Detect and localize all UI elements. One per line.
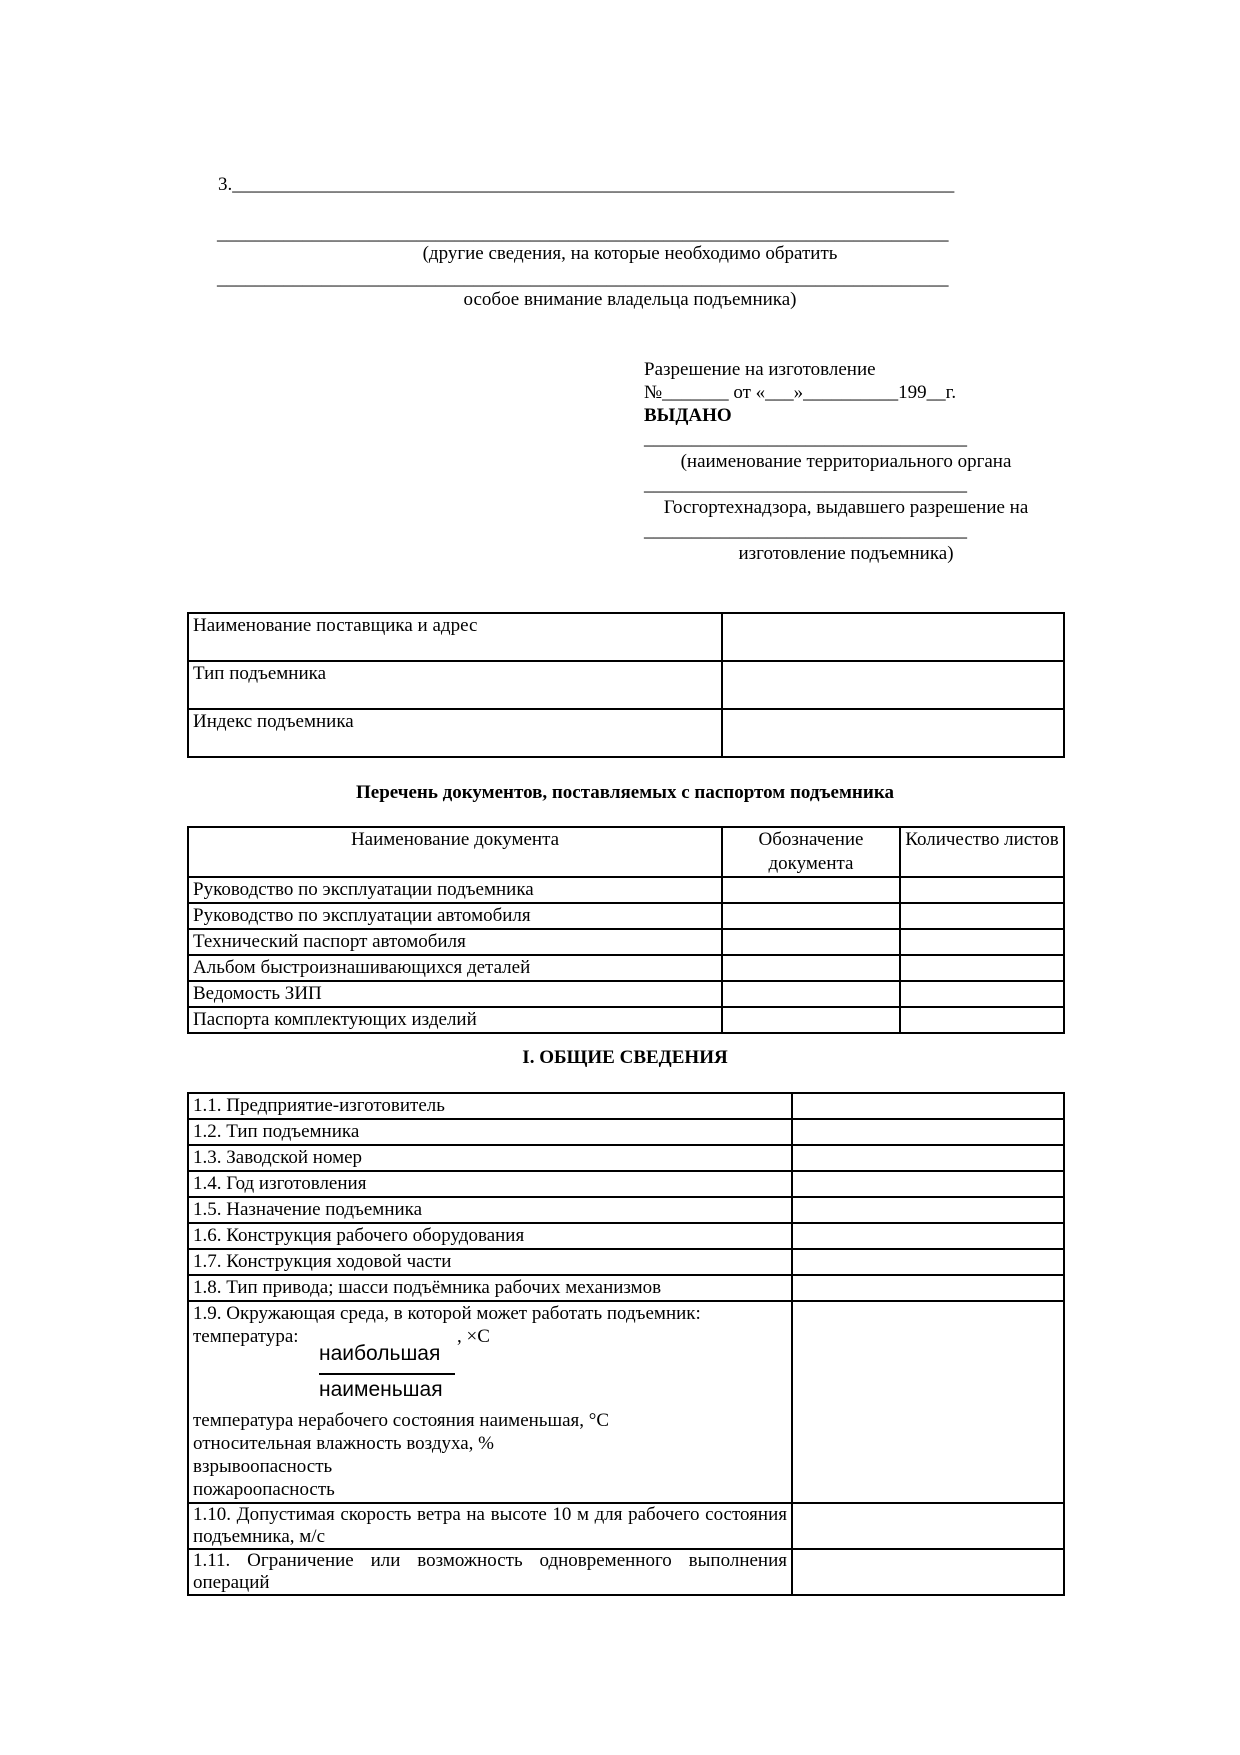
lift-index-value[interactable] xyxy=(722,709,1064,757)
document-name: Технический паспорт автомобиля xyxy=(188,929,722,955)
table-row xyxy=(188,1093,1064,1119)
field-label: 1.8. Тип привода; шасси подъёмника рабочих механизмов xyxy=(188,1275,792,1301)
temperature-label: температура: xyxy=(193,1326,299,1347)
field-value[interactable] xyxy=(792,1197,1064,1223)
table-row xyxy=(188,1249,1064,1275)
humidity-label: относительная влажность воздуха, % xyxy=(193,1433,495,1454)
field-label: 1.3. Заводской номер xyxy=(188,1145,792,1171)
fire-hazard-label: пожароопасность xyxy=(193,1479,335,1500)
table-row xyxy=(188,661,1064,709)
table-header-row xyxy=(188,827,1064,877)
permit-title: Разрешение на изготовление xyxy=(644,359,876,380)
table-row xyxy=(188,929,1064,955)
permit-note: (наименование территориального органа xyxy=(680,451,1012,472)
documents-table xyxy=(187,826,1065,1034)
permit-note: изготовление подъемника) xyxy=(738,543,954,564)
document-name: Руководство по эксплуатации автомобиля xyxy=(188,903,722,929)
table-row xyxy=(188,903,1064,929)
table-row xyxy=(188,1171,1064,1197)
table-row xyxy=(188,1197,1064,1223)
table-row xyxy=(188,1007,1064,1033)
document-name: Паспорта комплектующих изделий xyxy=(188,1007,722,1033)
table-row xyxy=(188,1145,1064,1171)
table-row xyxy=(188,1275,1064,1301)
document-code-cell[interactable] xyxy=(722,955,900,981)
table-row xyxy=(188,955,1064,981)
document-name: Ведомость ЗИП xyxy=(188,981,722,1007)
explosion-hazard-label: взрывоопасность xyxy=(193,1456,333,1477)
fraction-line xyxy=(319,1373,455,1375)
field-value[interactable] xyxy=(792,1503,1064,1549)
field-value[interactable] xyxy=(792,1093,1064,1119)
environment-title: 1.9. Окружающая среда, в которой может работать подъемник: xyxy=(193,1303,701,1324)
column-header: Обозначение документа xyxy=(722,827,900,877)
note-line: (другие сведения, на которые необходимо обратить xyxy=(422,243,838,264)
fraction-denominator: наименьшая xyxy=(319,1378,443,1401)
permit-number-line: №_______ от «___»__________199__г. xyxy=(644,382,957,403)
temperature-unit: , ×C xyxy=(457,1326,490,1347)
document-code-cell[interactable] xyxy=(722,1007,900,1033)
table-row xyxy=(188,1119,1064,1145)
document-sheets-cell[interactable] xyxy=(900,1007,1064,1033)
table-row xyxy=(188,981,1064,1007)
field-label: 1.4. Год изготовления xyxy=(188,1171,792,1197)
field-label: 1.11. Ограничение или возможность одновременного выполнения операций xyxy=(188,1549,792,1595)
column-header: Количество листов xyxy=(900,827,1064,877)
document-code-cell[interactable] xyxy=(722,903,900,929)
idle-temperature-label: температура нерабочего состояния наименьшая, °С xyxy=(193,1410,610,1431)
document-name: Руководство по эксплуатации подъемника xyxy=(188,877,722,903)
field-value[interactable] xyxy=(792,1249,1064,1275)
document-sheets-cell[interactable] xyxy=(900,877,1064,903)
fraction-numerator: наибольшая xyxy=(319,1342,441,1365)
field-label: 1.5. Назначение подъемника xyxy=(188,1197,792,1223)
blank-line: __________________________________ xyxy=(644,428,967,449)
document-sheets-cell[interactable] xyxy=(900,955,1064,981)
blank-line: __________________________________ xyxy=(644,520,967,541)
field-value[interactable] xyxy=(792,1549,1064,1595)
table-row xyxy=(188,877,1064,903)
table-row xyxy=(188,1223,1064,1249)
supplier-table xyxy=(187,612,1065,758)
field-label: 1.6. Конструкция рабочего оборудования xyxy=(188,1223,792,1249)
note-line: особое внимание владельца подъемника) xyxy=(463,289,797,310)
blank-line: _____________________________________________________________________________ xyxy=(217,268,949,289)
table-row xyxy=(188,1301,1064,1503)
field-label: 1.1. Предприятие-изготовитель xyxy=(188,1093,792,1119)
table-row xyxy=(188,709,1064,757)
document-sheets-cell[interactable] xyxy=(900,903,1064,929)
document-sheets-cell[interactable] xyxy=(900,981,1064,1007)
table-row xyxy=(188,1503,1064,1549)
supplier-name-value[interactable] xyxy=(722,613,1064,661)
document-name: Альбом быстроизнашивающихся деталей xyxy=(188,955,722,981)
blank-line: __________________________________ xyxy=(644,474,967,495)
document-code-cell[interactable] xyxy=(722,929,900,955)
field-label: 1.2. Тип подъемника xyxy=(188,1119,792,1145)
permit-note: Госгортехнадзора, выдавшего разрешение на xyxy=(663,497,1029,518)
lift-type-label: Тип подъемника xyxy=(188,661,722,709)
general-info-table xyxy=(187,1092,1065,1596)
section-title: I. ОБЩИЕ СВЕДЕНИЯ xyxy=(522,1047,728,1068)
table-row xyxy=(188,1549,1064,1595)
permit-issued-label: ВЫДАНО xyxy=(644,405,732,426)
field-value[interactable] xyxy=(792,1145,1064,1171)
table-row xyxy=(188,613,1064,661)
lift-index-label: Индекс подъемника xyxy=(188,709,722,757)
document-sheets-cell[interactable] xyxy=(900,929,1064,955)
field-label: 1.10. Допустимая скорость ветра на высоте 10 м для рабочего состояния подъемника, м/с xyxy=(188,1503,792,1549)
blank-line: _____________________________________________________________________________ xyxy=(217,223,949,244)
item-3-line: 3.____________________________________________________________________________ xyxy=(218,174,955,195)
document-code-cell[interactable] xyxy=(722,877,900,903)
field-value[interactable] xyxy=(792,1171,1064,1197)
column-header: Наименование документа xyxy=(188,827,722,877)
document-code-cell[interactable] xyxy=(722,981,900,1007)
field-label: 1.7. Конструкция ходовой части xyxy=(188,1249,792,1275)
supplier-name-label: Наименование поставщика и адрес xyxy=(188,613,722,661)
field-value[interactable] xyxy=(792,1275,1064,1301)
lift-type-value[interactable] xyxy=(722,661,1064,709)
field-value[interactable] xyxy=(792,1301,1064,1503)
field-value[interactable] xyxy=(792,1119,1064,1145)
environment-cell xyxy=(188,1301,792,1503)
documents-title: Перечень документов, поставляемых с паспортом подъемника xyxy=(356,782,894,803)
field-value[interactable] xyxy=(792,1223,1064,1249)
